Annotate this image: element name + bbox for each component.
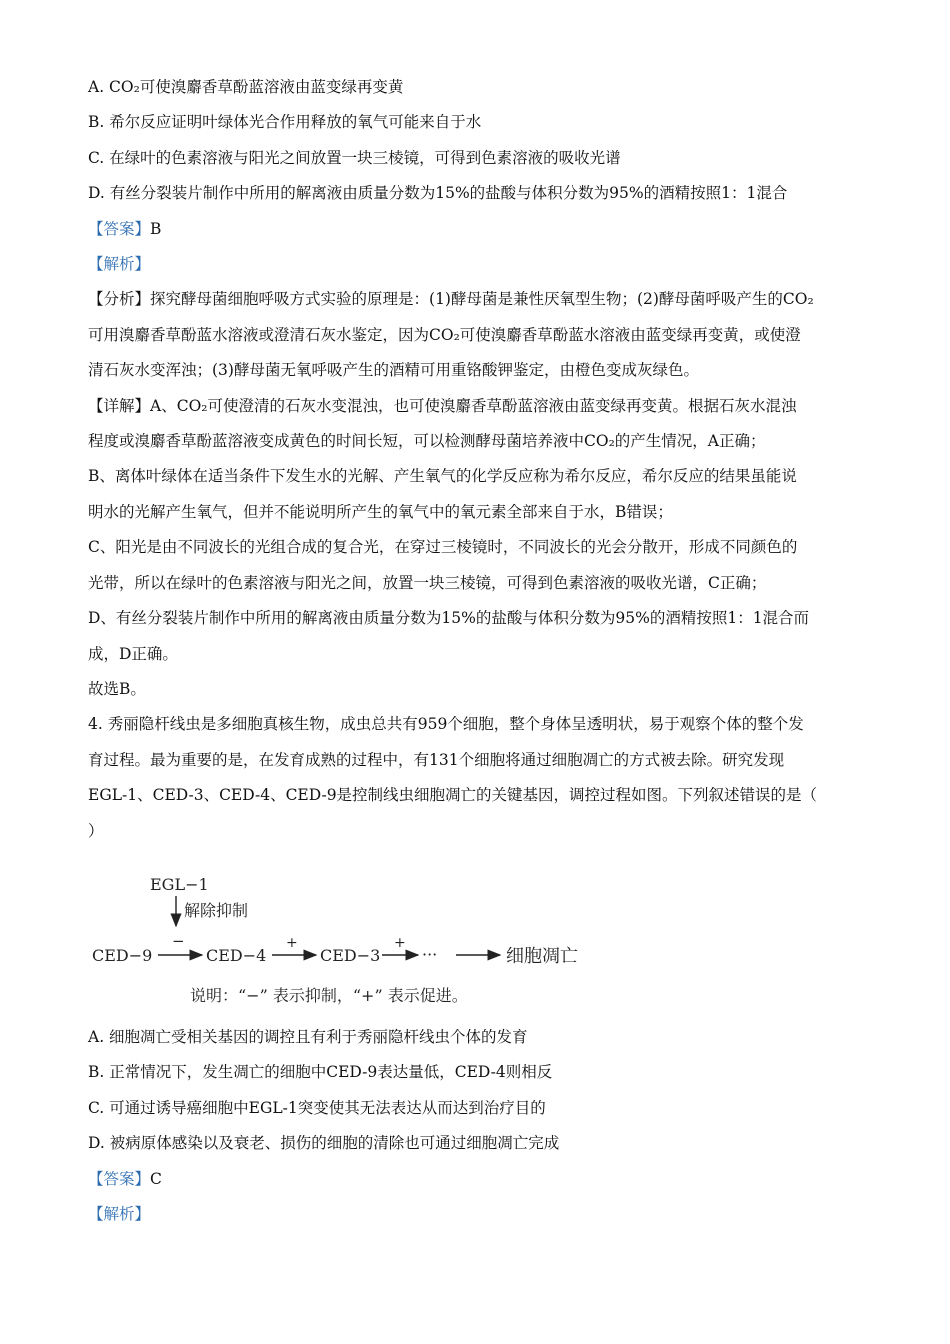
ced9-label: CED−9 xyxy=(92,946,153,965)
q3-fenxi-line-2: 可用溴麝香草酚蓝水溶液或澄清石灰水鉴定，因为CO₂可使溴麝香草酚蓝水溶液由蓝变绿再变黄，或使澄 xyxy=(88,325,801,344)
minus-sign: − xyxy=(172,932,185,950)
q3-xiangjie-line-7: D、有丝分裂装片制作中所用的解离液由质量分数为15%的盐酸与体积分数为95%的酒精按照1：1混合而 xyxy=(88,609,810,628)
apoptosis-regulation-diagram xyxy=(88,868,608,1018)
egl1-label: EGL−1 xyxy=(150,875,209,894)
q3-conclusion: 故选B。 xyxy=(88,679,146,698)
xiangjie-tag: 【详解】 xyxy=(88,396,151,415)
fenxi-text-1: 探究酵母菌细胞呼吸方式实验的原理是：(1)酵母菌是兼性厌氧型生物；(2)酵母菌呼吸产生的CO₂ xyxy=(150,290,814,309)
answer-tag: 【答案】 xyxy=(88,219,151,238)
q4-answer: C xyxy=(150,1169,162,1188)
q4-answer-line xyxy=(88,1162,868,1197)
plus-sign-1: + xyxy=(286,935,298,951)
question-4-options xyxy=(88,1020,868,1232)
q4-option-b: B. 正常情况下，发生凋亡的细胞中CED-9表达量低，CED-4则相反 xyxy=(88,1063,553,1082)
ellipsis: ··· xyxy=(422,945,438,964)
diagram-note: 说明：“−” 表示抑制，“+” 表示促进。 xyxy=(190,986,468,1005)
q4-option-d: D. 被病原体感染以及衰老、损伤的细胞的清除也可通过细胞凋亡完成 xyxy=(88,1134,560,1153)
q3-xiangjie-line-5: C、阳光是由不同波长的光组合成的复合光，在穿过三棱镜时，不同波长的光会分散开，形成不同颜色的 xyxy=(88,538,798,557)
q3-xiangjie-line-1 xyxy=(88,389,868,424)
q3-xiangjie-line-8: 成，D正确。 xyxy=(88,644,178,663)
release-label: 解除抑制 xyxy=(184,901,249,920)
q3-option-a: A. CO₂可使溴麝香草酚蓝溶液由蓝变绿再变黄 xyxy=(88,78,404,96)
xiangjie-text-1: A、CO₂可使澄清的石灰水变混浊，也可使溴麝香草酚蓝溶液由蓝变绿再变黄。根据石灰水混浊 xyxy=(150,396,797,415)
q3-option-c: C. 在绿叶的色素溶液与阳光之间放置一块三棱镜，可得到色素溶液的吸收光谱 xyxy=(88,148,621,167)
question-3-section xyxy=(88,70,868,849)
diagram-svg xyxy=(88,868,608,1018)
q3-xiangjie-line-6: 光带，所以在绿叶的色素溶液与阳光之间，放置一块三棱镜，可得到色素溶液的吸收光谱，C正确； xyxy=(88,573,767,592)
q4-stem-line-2: 育过程。最为重要的是，在发育成熟的过程中，有131个细胞将通过细胞凋亡的方式被去除。研究发现 xyxy=(88,750,785,769)
q3-xiangjie-line-2: 程度或溴麝香草酚蓝溶液变成黄色的时间长短，可以检测酵母菌培养液中CO₂的产生情况，A正确； xyxy=(88,432,766,451)
q3-fenxi-line-3: 清石灰水变浑浊；(3)酵母菌无氧呼吸产生的酒精可用重铬酸钾鉴定，由橙色变成灰绿色。 xyxy=(88,361,699,380)
q4-option-a: A. 细胞凋亡受相关基因的调控且有利于秀丽隐杆线虫个体的发育 xyxy=(88,1028,528,1046)
q4-option-c: C. 可通过诱导癌细胞中EGL-1突变使其无法表达从而达到治疗目的 xyxy=(88,1098,546,1117)
q3-answer: B xyxy=(150,219,162,238)
ced3-label: CED−3 xyxy=(320,946,381,965)
q3-fenxi-line-1 xyxy=(88,282,868,317)
q3-option-b: B. 希尔反应证明叶绿体光合作用释放的氧气可能来自于水 xyxy=(88,113,482,132)
analysis-tag: 【解析】 xyxy=(88,1205,151,1224)
q3-xiangjie-line-4: 明水的光解产生氧气，但并不能说明所产生的氧气中的氧元素全部来自于水，B错误； xyxy=(88,502,673,521)
q3-xiangjie-line-3: B、离体叶绿体在适当条件下发生水的光解、产生氧气的化学反应称为希尔反应，希尔反应的结果虽能说 xyxy=(88,467,797,486)
q3-option-d: D. 有丝分裂装片制作中所用的解离液由质量分数为15%的盐酸与体积分数为95%的酒精按照1：1混合 xyxy=(88,184,788,203)
plus-sign-2: + xyxy=(394,935,406,951)
fenxi-tag: 【分析】 xyxy=(88,290,151,309)
q4-stem-line-4: ） xyxy=(88,821,104,840)
apoptosis-label: 细胞凋亡 xyxy=(506,946,578,967)
q4-analysis-line xyxy=(88,1197,868,1232)
answer-tag: 【答案】 xyxy=(88,1169,151,1188)
q3-analysis-line xyxy=(88,247,868,282)
analysis-tag: 【解析】 xyxy=(88,255,151,274)
q4-stem-line-3: EGL-1、CED-3、CED-4、CED-9是控制线虫细胞凋亡的关键基因，调控过程如图。下列叙述错误的是（ xyxy=(88,786,818,805)
q3-answer-line xyxy=(88,212,868,247)
ced4-label: CED−4 xyxy=(206,946,267,965)
q4-stem-line-1: 4. 秀丽隐杆线虫是多细胞真核生物，成虫总共有959个细胞，整个身体呈透明状，易于观察个体的整个发 xyxy=(88,715,804,734)
